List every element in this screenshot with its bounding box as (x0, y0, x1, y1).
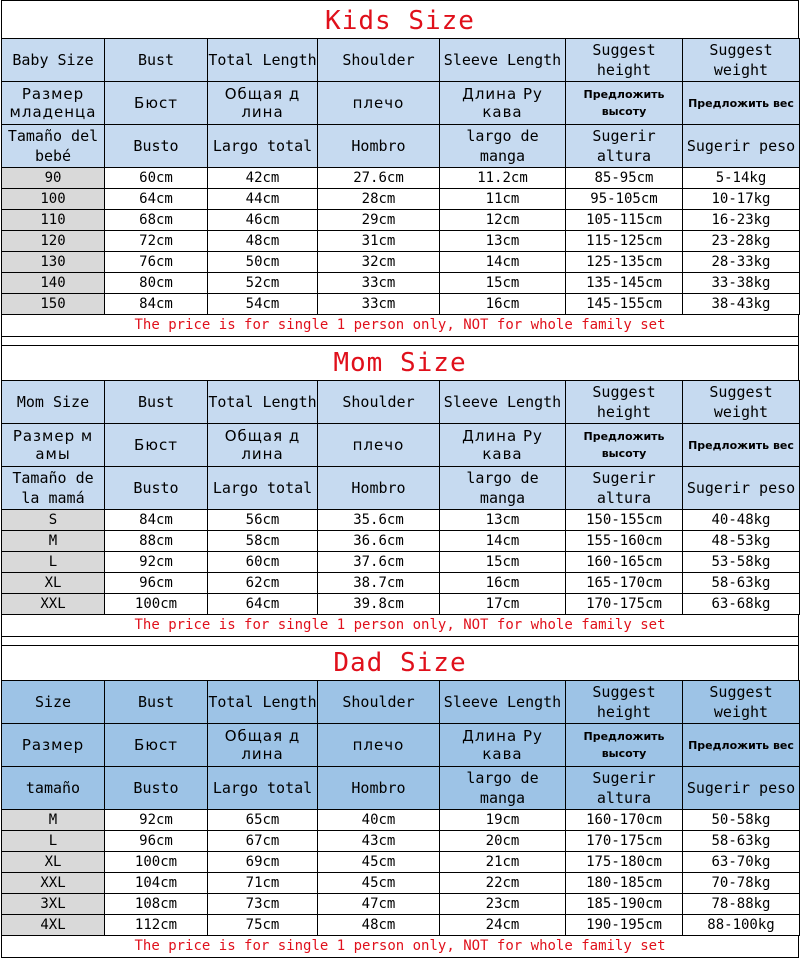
measurement-cell: 160-165cm (566, 552, 683, 573)
measurement-cell: 31cm (318, 231, 440, 252)
measurement-cell: 20cm (440, 831, 566, 852)
measurement-cell: 155-160cm (566, 531, 683, 552)
measurement-cell: 52cm (208, 273, 318, 294)
measurement-cell: 37.6cm (318, 552, 440, 573)
measurement-cell: 38-43kg (683, 294, 800, 315)
mom-header-en (2, 381, 800, 424)
table-row (2, 873, 800, 894)
dad-size-title: Dad Size (1, 645, 799, 680)
measurement-cell: 135-145cm (566, 273, 683, 294)
dad-first-header-ru: Размер (2, 724, 105, 767)
mom-first-header-ru: Размер м амы (2, 424, 105, 467)
measurement-cell: 50-58kg (683, 810, 800, 831)
section-divider (1, 637, 799, 645)
header-shoulder-es: Hombro (318, 467, 440, 510)
measurement-cell: 125-135cm (566, 252, 683, 273)
mom-header-ru (2, 424, 800, 467)
measurement-cell: 14cm (440, 252, 566, 273)
header-bust-ru: Бюст (105, 82, 208, 125)
measurement-cell: 33-38kg (683, 273, 800, 294)
header-shoulder-ru: плечо (318, 82, 440, 125)
dad-header-es (2, 767, 800, 810)
header-total-length: Total Length (208, 381, 318, 424)
header-suggest-height-es: Sugerir altura (566, 125, 683, 168)
table-row (2, 531, 800, 552)
header-suggest-height: Suggest height (566, 381, 683, 424)
kids-first-header-en: Baby Size (2, 39, 105, 82)
header-suggest-weight-es: Sugerir peso (683, 767, 800, 810)
dad-first-header-en: Size (2, 681, 105, 724)
table-row (2, 252, 800, 273)
size-cell: 120 (2, 231, 105, 252)
header-total-length: Total Length (208, 681, 318, 724)
measurement-cell: 44cm (208, 189, 318, 210)
header-shoulder: Shoulder (318, 381, 440, 424)
measurement-cell: 15cm (440, 552, 566, 573)
measurement-cell: 92cm (105, 810, 208, 831)
header-sleeve-length-ru: Длина Ру кава (440, 724, 566, 767)
measurement-cell: 175-180cm (566, 852, 683, 873)
mom-first-header-en: Mom Size (2, 381, 105, 424)
measurement-cell: 68cm (105, 210, 208, 231)
table-row (2, 915, 800, 936)
measurement-cell: 63-70kg (683, 852, 800, 873)
measurement-cell: 80cm (105, 273, 208, 294)
measurement-cell: 62cm (208, 573, 318, 594)
size-cell: 3XL (2, 894, 105, 915)
measurement-cell: 180-185cm (566, 873, 683, 894)
measurement-cell: 38.7cm (318, 573, 440, 594)
measurement-cell: 115-125cm (566, 231, 683, 252)
measurement-cell: 190-195cm (566, 915, 683, 936)
measurement-cell: 21cm (440, 852, 566, 873)
size-cell: M (2, 810, 105, 831)
header-shoulder-ru: плечо (318, 724, 440, 767)
table-row (2, 594, 800, 615)
section-divider (1, 337, 799, 345)
measurement-cell: 48-53kg (683, 531, 800, 552)
size-cell: 4XL (2, 915, 105, 936)
measurement-cell: 150-155cm (566, 510, 683, 531)
measurement-cell: 58cm (208, 531, 318, 552)
measurement-cell: 40-48kg (683, 510, 800, 531)
header-bust-es: Busto (105, 767, 208, 810)
table-row (2, 189, 800, 210)
dad-price-notice: The price is for single 1 person only, NOT for whole family set (1, 936, 799, 958)
measurement-cell: 185-190cm (566, 894, 683, 915)
dad-header-ru (2, 724, 800, 767)
measurement-cell: 64cm (105, 189, 208, 210)
measurement-cell: 100cm (105, 852, 208, 873)
header-sleeve-length-ru: Длина Ру кава (440, 82, 566, 125)
header-suggest-weight: Suggest weight (683, 381, 800, 424)
measurement-cell: 11cm (440, 189, 566, 210)
measurement-cell: 12cm (440, 210, 566, 231)
measurement-cell: 23cm (440, 894, 566, 915)
measurement-cell: 27.6cm (318, 168, 440, 189)
measurement-cell: 96cm (105, 573, 208, 594)
header-suggest-height: Suggest height (566, 39, 683, 82)
measurement-cell: 63-68kg (683, 594, 800, 615)
measurement-cell: 58-63kg (683, 831, 800, 852)
dad-first-header-es: tamaño (2, 767, 105, 810)
measurement-cell: 22cm (440, 873, 566, 894)
measurement-cell: 17cm (440, 594, 566, 615)
measurement-cell: 95-105cm (566, 189, 683, 210)
mom-size-table (1, 380, 800, 615)
measurement-cell: 58-63kg (683, 573, 800, 594)
measurement-cell: 14cm (440, 531, 566, 552)
measurement-cell: 92cm (105, 552, 208, 573)
header-total-length-ru: Общая д лина (208, 424, 318, 467)
measurement-cell: 56cm (208, 510, 318, 531)
kids-size-title: Kids Size (1, 0, 799, 38)
measurement-cell: 75cm (208, 915, 318, 936)
measurement-cell: 70-78kg (683, 873, 800, 894)
measurement-cell: 73cm (208, 894, 318, 915)
measurement-cell: 160-170cm (566, 810, 683, 831)
table-row (2, 894, 800, 915)
mom-header-es (2, 467, 800, 510)
header-sleeve-length-ru: Длина Ру кава (440, 424, 566, 467)
header-suggest-height-es: Sugerir altura (566, 767, 683, 810)
measurement-cell: 13cm (440, 231, 566, 252)
measurement-cell: 23-28kg (683, 231, 800, 252)
table-row (2, 273, 800, 294)
header-total-length-ru: Общая д лина (208, 82, 318, 125)
header-suggest-weight-ru: Предложить вес (683, 424, 800, 467)
header-bust-es: Busto (105, 125, 208, 168)
size-cell: 150 (2, 294, 105, 315)
measurement-cell: 76cm (105, 252, 208, 273)
measurement-cell: 36.6cm (318, 531, 440, 552)
header-suggest-weight: Suggest weight (683, 681, 800, 724)
header-shoulder: Shoulder (318, 39, 440, 82)
header-total-length-es: Largo total (208, 767, 318, 810)
table-row (2, 231, 800, 252)
measurement-cell: 54cm (208, 294, 318, 315)
measurement-cell: 29cm (318, 210, 440, 231)
measurement-cell: 11.2cm (440, 168, 566, 189)
measurement-cell: 10-17kg (683, 189, 800, 210)
measurement-cell: 46cm (208, 210, 318, 231)
measurement-cell: 69cm (208, 852, 318, 873)
measurement-cell: 32cm (318, 252, 440, 273)
measurement-cell: 88-100kg (683, 915, 800, 936)
measurement-cell: 84cm (105, 294, 208, 315)
table-row (2, 831, 800, 852)
measurement-cell: 64cm (208, 594, 318, 615)
measurement-cell: 45cm (318, 873, 440, 894)
header-total-length-ru: Общая д лина (208, 724, 318, 767)
size-cell: M (2, 531, 105, 552)
mom-size-title: Mom Size (1, 345, 799, 380)
table-row (2, 168, 800, 189)
measurement-cell: 5-14kg (683, 168, 800, 189)
size-cell: 110 (2, 210, 105, 231)
header-shoulder-ru: плечо (318, 424, 440, 467)
kids-header-ru (2, 82, 800, 125)
measurement-cell: 16cm (440, 294, 566, 315)
header-bust-ru: Бюст (105, 724, 208, 767)
measurement-cell: 60cm (208, 552, 318, 573)
header-sleeve-length-es: largo de manga (440, 767, 566, 810)
measurement-cell: 16-23kg (683, 210, 800, 231)
header-suggest-weight-es: Sugerir peso (683, 467, 800, 510)
header-shoulder-es: Hombro (318, 125, 440, 168)
measurement-cell: 19cm (440, 810, 566, 831)
header-bust: Bust (105, 39, 208, 82)
header-total-length-es: Largo total (208, 125, 318, 168)
measurement-cell: 47cm (318, 894, 440, 915)
measurement-cell: 13cm (440, 510, 566, 531)
measurement-cell: 15cm (440, 273, 566, 294)
measurement-cell: 72cm (105, 231, 208, 252)
size-cell: S (2, 510, 105, 531)
measurement-cell: 85-95cm (566, 168, 683, 189)
mom-rows (2, 510, 800, 615)
measurement-cell: 108cm (105, 894, 208, 915)
measurement-cell: 78-88kg (683, 894, 800, 915)
measurement-cell: 112cm (105, 915, 208, 936)
kids-header-es (2, 125, 800, 168)
header-shoulder: Shoulder (318, 681, 440, 724)
header-total-length: Total Length (208, 39, 318, 82)
header-sleeve-length: Sleeve Length (440, 39, 566, 82)
header-suggest-weight-es: Sugerir peso (683, 125, 800, 168)
measurement-cell: 170-175cm (566, 594, 683, 615)
header-sleeve-length-es: largo de manga (440, 125, 566, 168)
size-cell: L (2, 552, 105, 573)
header-suggest-height-ru: Предложить высоту (566, 424, 683, 467)
size-cell: XL (2, 852, 105, 873)
header-suggest-weight-ru: Предложить вес (683, 724, 800, 767)
header-sleeve-length-es: largo de manga (440, 467, 566, 510)
mom-first-header-es: Tamaño de la mamá (2, 467, 105, 510)
header-suggest-weight: Suggest weight (683, 39, 800, 82)
measurement-cell: 48cm (318, 915, 440, 936)
measurement-cell: 53-58kg (683, 552, 800, 573)
header-bust: Bust (105, 681, 208, 724)
measurement-cell: 65cm (208, 810, 318, 831)
kids-header-en (2, 39, 800, 82)
kids-rows (2, 168, 800, 315)
kids-price-notice: The price is for single 1 person only, NOT for whole family set (1, 315, 799, 337)
measurement-cell: 100cm (105, 594, 208, 615)
header-suggest-height-ru: Предложить высоту (566, 724, 683, 767)
measurement-cell: 24cm (440, 915, 566, 936)
header-suggest-height-ru: Предложить высоту (566, 82, 683, 125)
measurement-cell: 105-115cm (566, 210, 683, 231)
table-row (2, 510, 800, 531)
header-suggest-height: Suggest height (566, 681, 683, 724)
measurement-cell: 60cm (105, 168, 208, 189)
kids-first-header-ru: Размер младенца (2, 82, 105, 125)
measurement-cell: 84cm (105, 510, 208, 531)
header-suggest-height-es: Sugerir altura (566, 467, 683, 510)
measurement-cell: 88cm (105, 531, 208, 552)
measurement-cell: 16cm (440, 573, 566, 594)
measurement-cell: 71cm (208, 873, 318, 894)
table-row (2, 573, 800, 594)
header-bust-ru: Бюст (105, 424, 208, 467)
size-cell: L (2, 831, 105, 852)
measurement-cell: 33cm (318, 273, 440, 294)
dad-header-en (2, 681, 800, 724)
kids-first-header-es: Tamaño del bebé (2, 125, 105, 168)
measurement-cell: 104cm (105, 873, 208, 894)
measurement-cell: 50cm (208, 252, 318, 273)
measurement-cell: 43cm (318, 831, 440, 852)
size-chart-page (1, 0, 799, 958)
table-row (2, 552, 800, 573)
dad-rows (2, 810, 800, 936)
size-cell: XL (2, 573, 105, 594)
size-cell: 130 (2, 252, 105, 273)
table-row (2, 852, 800, 873)
measurement-cell: 165-170cm (566, 573, 683, 594)
size-cell: XXL (2, 594, 105, 615)
measurement-cell: 28-33kg (683, 252, 800, 273)
measurement-cell: 35.6cm (318, 510, 440, 531)
size-cell: 140 (2, 273, 105, 294)
measurement-cell: 67cm (208, 831, 318, 852)
size-cell: XXL (2, 873, 105, 894)
table-row (2, 810, 800, 831)
measurement-cell: 48cm (208, 231, 318, 252)
measurement-cell: 42cm (208, 168, 318, 189)
size-cell: 90 (2, 168, 105, 189)
header-bust-es: Busto (105, 467, 208, 510)
measurement-cell: 45cm (318, 852, 440, 873)
measurement-cell: 96cm (105, 831, 208, 852)
kids-size-table (1, 38, 800, 315)
measurement-cell: 40cm (318, 810, 440, 831)
header-sleeve-length: Sleeve Length (440, 681, 566, 724)
table-row (2, 210, 800, 231)
header-sleeve-length: Sleeve Length (440, 381, 566, 424)
mom-price-notice: The price is for single 1 person only, NOT for whole family set (1, 615, 799, 637)
measurement-cell: 28cm (318, 189, 440, 210)
dad-size-table (1, 680, 800, 936)
measurement-cell: 39.8cm (318, 594, 440, 615)
header-suggest-weight-ru: Предложить вес (683, 82, 800, 125)
header-shoulder-es: Hombro (318, 767, 440, 810)
header-bust: Bust (105, 381, 208, 424)
measurement-cell: 33cm (318, 294, 440, 315)
header-total-length-es: Largo total (208, 467, 318, 510)
measurement-cell: 145-155cm (566, 294, 683, 315)
measurement-cell: 170-175cm (566, 831, 683, 852)
table-row (2, 294, 800, 315)
size-cell: 100 (2, 189, 105, 210)
